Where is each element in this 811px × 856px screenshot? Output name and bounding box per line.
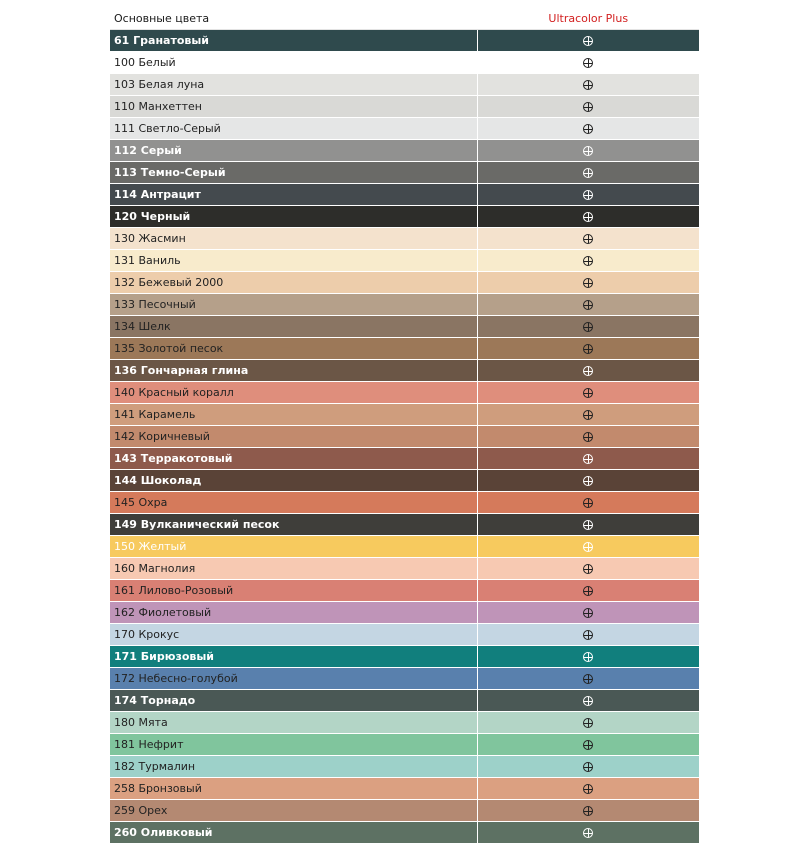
color-name: 170 Крокус bbox=[110, 624, 477, 646]
circle-plus-icon bbox=[583, 674, 593, 684]
color-name: 180 Мята bbox=[110, 712, 477, 734]
circle-plus-icon bbox=[583, 410, 593, 420]
circle-plus-icon bbox=[583, 806, 593, 816]
circle-plus-icon bbox=[583, 212, 593, 222]
table-row bbox=[110, 756, 699, 778]
availability-cell bbox=[477, 404, 699, 426]
availability-cell bbox=[477, 338, 699, 360]
circle-plus-icon bbox=[583, 696, 593, 706]
table-row bbox=[110, 668, 699, 690]
table-row bbox=[110, 272, 699, 294]
color-name: 131 Ваниль bbox=[110, 250, 477, 272]
availability-cell bbox=[477, 646, 699, 668]
table-row bbox=[110, 624, 699, 646]
circle-plus-icon bbox=[583, 784, 593, 794]
color-name: 149 Вулканический песок bbox=[110, 514, 477, 536]
availability-cell bbox=[477, 250, 699, 272]
table-row bbox=[110, 294, 699, 316]
table-row bbox=[110, 822, 699, 844]
circle-plus-icon bbox=[583, 608, 593, 618]
color-name: 120 Черный bbox=[110, 206, 477, 228]
table-row bbox=[110, 536, 699, 558]
table-row bbox=[110, 250, 699, 272]
circle-plus-icon bbox=[583, 542, 593, 552]
color-name: 145 Охра bbox=[110, 492, 477, 514]
table-row bbox=[110, 558, 699, 580]
availability-cell bbox=[477, 580, 699, 602]
availability-cell bbox=[477, 184, 699, 206]
table-row bbox=[110, 690, 699, 712]
color-table bbox=[110, 8, 699, 844]
availability-cell bbox=[477, 360, 699, 382]
availability-cell bbox=[477, 140, 699, 162]
table-row bbox=[110, 228, 699, 250]
table-row bbox=[110, 426, 699, 448]
availability-cell bbox=[477, 822, 699, 844]
circle-plus-icon bbox=[583, 454, 593, 464]
color-name: 143 Терракотовый bbox=[110, 448, 477, 470]
color-name: 161 Лилово-Розовый bbox=[110, 580, 477, 602]
availability-cell bbox=[477, 492, 699, 514]
header-row bbox=[110, 8, 699, 30]
color-name: 136 Гончарная глина bbox=[110, 360, 477, 382]
availability-cell bbox=[477, 448, 699, 470]
color-name: 130 Жасмин bbox=[110, 228, 477, 250]
color-name: 258 Бронзовый bbox=[110, 778, 477, 800]
circle-plus-icon bbox=[583, 432, 593, 442]
availability-cell bbox=[477, 294, 699, 316]
circle-plus-icon bbox=[583, 366, 593, 376]
circle-plus-icon bbox=[583, 740, 593, 750]
circle-plus-icon bbox=[583, 476, 593, 486]
table-row bbox=[110, 162, 699, 184]
availability-cell bbox=[477, 514, 699, 536]
availability-cell bbox=[477, 162, 699, 184]
table-row bbox=[110, 778, 699, 800]
availability-cell bbox=[477, 690, 699, 712]
availability-cell bbox=[477, 52, 699, 74]
table-row bbox=[110, 404, 699, 426]
availability-cell bbox=[477, 734, 699, 756]
color-name: 142 Коричневый bbox=[110, 426, 477, 448]
circle-plus-icon bbox=[583, 586, 593, 596]
availability-cell bbox=[477, 778, 699, 800]
color-name: 135 Золотой песок bbox=[110, 338, 477, 360]
color-name: 260 Оливковый bbox=[110, 822, 477, 844]
color-name: 144 Шоколад bbox=[110, 470, 477, 492]
circle-plus-icon bbox=[583, 828, 593, 838]
availability-cell bbox=[477, 470, 699, 492]
circle-plus-icon bbox=[583, 80, 593, 90]
table-row bbox=[110, 184, 699, 206]
table-row bbox=[110, 470, 699, 492]
availability-cell bbox=[477, 668, 699, 690]
availability-cell bbox=[477, 800, 699, 822]
color-name: 61 Гранатовый bbox=[110, 30, 477, 52]
color-rows bbox=[110, 30, 699, 844]
color-name: 134 Шелк bbox=[110, 316, 477, 338]
availability-cell bbox=[477, 272, 699, 294]
availability-cell bbox=[477, 228, 699, 250]
table-row bbox=[110, 514, 699, 536]
header-basic-colors: Основные цвета bbox=[110, 8, 477, 30]
availability-cell bbox=[477, 426, 699, 448]
table-row bbox=[110, 800, 699, 822]
circle-plus-icon bbox=[583, 36, 593, 46]
color-name: 181 Нефрит bbox=[110, 734, 477, 756]
color-name: 140 Красный коралл bbox=[110, 382, 477, 404]
color-name: 150 Желтый bbox=[110, 536, 477, 558]
circle-plus-icon bbox=[583, 190, 593, 200]
circle-plus-icon bbox=[583, 124, 593, 134]
circle-plus-icon bbox=[583, 256, 593, 266]
availability-cell bbox=[477, 602, 699, 624]
availability-cell bbox=[477, 712, 699, 734]
circle-plus-icon bbox=[583, 102, 593, 112]
table-row bbox=[110, 206, 699, 228]
table-row bbox=[110, 580, 699, 602]
color-name: 111 Светло-Серый bbox=[110, 118, 477, 140]
availability-cell bbox=[477, 536, 699, 558]
circle-plus-icon bbox=[583, 322, 593, 332]
circle-plus-icon bbox=[583, 762, 593, 772]
table-row bbox=[110, 52, 699, 74]
table-row bbox=[110, 74, 699, 96]
availability-cell bbox=[477, 206, 699, 228]
color-name: 100 Белый bbox=[110, 52, 477, 74]
availability-cell bbox=[477, 30, 699, 52]
availability-cell bbox=[477, 756, 699, 778]
circle-plus-icon bbox=[583, 652, 593, 662]
circle-plus-icon bbox=[583, 388, 593, 398]
table-row bbox=[110, 118, 699, 140]
color-name: 160 Магнолия bbox=[110, 558, 477, 580]
table-row bbox=[110, 360, 699, 382]
table-row bbox=[110, 712, 699, 734]
color-name: 172 Небесно-голубой bbox=[110, 668, 477, 690]
availability-cell bbox=[477, 118, 699, 140]
color-name: 132 Бежевый 2000 bbox=[110, 272, 477, 294]
color-name: 162 Фиолетовый bbox=[110, 602, 477, 624]
table-row bbox=[110, 602, 699, 624]
color-name: 133 Песочный bbox=[110, 294, 477, 316]
table-row bbox=[110, 448, 699, 470]
color-name: 110 Манхеттен bbox=[110, 96, 477, 118]
circle-plus-icon bbox=[583, 300, 593, 310]
circle-plus-icon bbox=[583, 58, 593, 68]
color-name: 182 Турмалин bbox=[110, 756, 477, 778]
circle-plus-icon bbox=[583, 498, 593, 508]
circle-plus-icon bbox=[583, 168, 593, 178]
table-row bbox=[110, 30, 699, 52]
table-row bbox=[110, 646, 699, 668]
color-name: 113 Темно-Серый bbox=[110, 162, 477, 184]
circle-plus-icon bbox=[583, 630, 593, 640]
table-row bbox=[110, 734, 699, 756]
table-row bbox=[110, 338, 699, 360]
color-name: 112 Серый bbox=[110, 140, 477, 162]
availability-cell bbox=[477, 558, 699, 580]
table-row bbox=[110, 140, 699, 162]
color-name: 171 Бирюзовый bbox=[110, 646, 477, 668]
availability-cell bbox=[477, 74, 699, 96]
availability-cell bbox=[477, 624, 699, 646]
color-name: 259 Орех bbox=[110, 800, 477, 822]
table-row bbox=[110, 316, 699, 338]
header-ultracolor-plus: Ultracolor Plus bbox=[477, 8, 699, 30]
circle-plus-icon bbox=[583, 234, 593, 244]
color-name: 114 Антрацит bbox=[110, 184, 477, 206]
availability-cell bbox=[477, 382, 699, 404]
circle-plus-icon bbox=[583, 278, 593, 288]
circle-plus-icon bbox=[583, 718, 593, 728]
table-row bbox=[110, 96, 699, 118]
circle-plus-icon bbox=[583, 520, 593, 530]
circle-plus-icon bbox=[583, 564, 593, 574]
circle-plus-icon bbox=[583, 146, 593, 156]
color-name: 174 Торнадо bbox=[110, 690, 477, 712]
table-row bbox=[110, 492, 699, 514]
availability-cell bbox=[477, 96, 699, 118]
color-name: 103 Белая луна bbox=[110, 74, 477, 96]
color-name: 141 Карамель bbox=[110, 404, 477, 426]
circle-plus-icon bbox=[583, 344, 593, 354]
table-row bbox=[110, 382, 699, 404]
availability-cell bbox=[477, 316, 699, 338]
